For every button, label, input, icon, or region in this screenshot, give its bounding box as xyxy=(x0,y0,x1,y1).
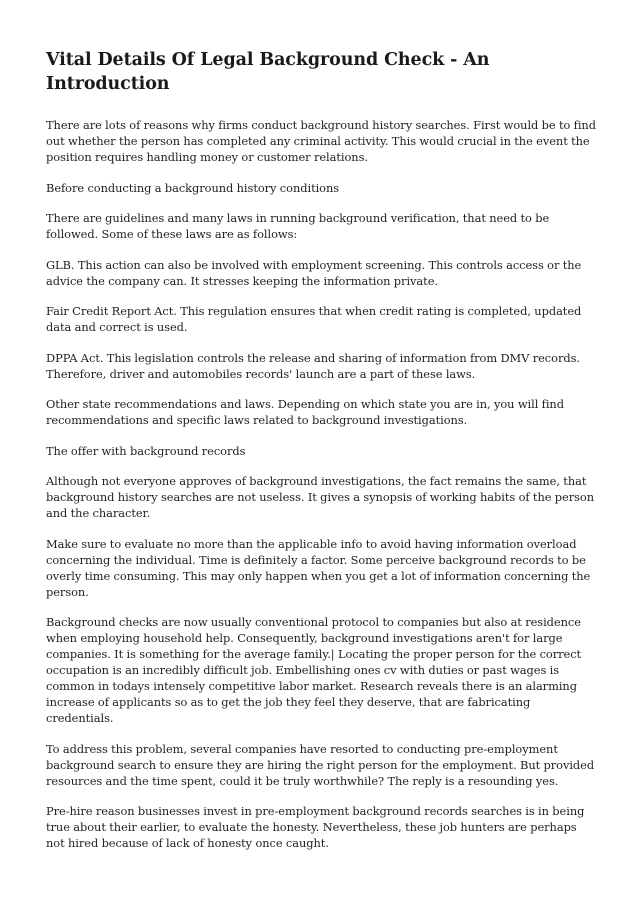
paragraph: Fair Credit Report Act. This regulation ensures that when credit rating is completed, updated data and correct is used. xyxy=(46,304,582,334)
paragraph: Although not everyone approves of background investigations, the fact remains the same, that background history searches are not useless. It gives a synopsis of working habits of the person and the character. xyxy=(46,474,595,520)
paragraph: There are guidelines and many laws in running background verification, that need to be followed. Some of these laws are as follows: xyxy=(46,211,550,241)
paragraph: Background checks are now usually conventional protocol to companies but also at residence when employing household help. Consequently, background investigations aren't for large companies. It is something for the average family.| Locating the proper person for the correct occupation is an incredibly difficult job. Embellishing ones cv with duties or past wages is common in todays intensely competitive labor market. Research reveals there is an alarming increase of applicants so as to get the job they feel they deserve, that are fabricating credentials. xyxy=(46,615,582,725)
paragraph: GLB. This action can also be involved with employment screening. This controls access or the advice the company can. It stresses keeping the information private. xyxy=(46,257,582,288)
paragraph: Before conducting a background history conditions xyxy=(46,180,340,195)
paragraph: DPPA Act. This legislation controls the release and sharing of information from DMV records. Therefore, driver and automobiles records' launch are a part of these laws. xyxy=(46,350,580,381)
paragraph: To address this problem, several companies have resorted to conducting pre-employment background search to ensure they are hiring the right person for the employment. But provided resources and the time spent, could it be truly worthwhile? The reply is a resounding yes. xyxy=(46,741,595,788)
paragraph: The offer with background records xyxy=(46,443,246,458)
document-title: Vital Details Of Legal Background Check - An Introduction xyxy=(46,50,490,94)
paragraph: There are lots of reasons why firms conduct background history searches. First would be to find out whether the person has completed any criminal activity. This would crucial in the event the position requires handling money or customer relations. xyxy=(46,118,596,164)
paragraph: Pre-hire reason businesses invest in pre-employment background records searches is in being true about their earlier, to evaluate the honesty. Nevertheless, these job hunters are perhaps not hired because of lack of honesty once caught. xyxy=(46,804,585,850)
document-page xyxy=(46,48,598,866)
paragraph: Make sure to evaluate no more than the applicable info to avoid having information overload concerning the individual. Time is definitely a factor. Some perceive background records to be overly time consuming. This may only happen when you get a lot of information concerning the person. xyxy=(46,536,591,599)
paragraph: Other state recommendations and laws. Depending on which state you are in, you will find recommendations and specific laws related to background investigations. xyxy=(46,397,564,427)
